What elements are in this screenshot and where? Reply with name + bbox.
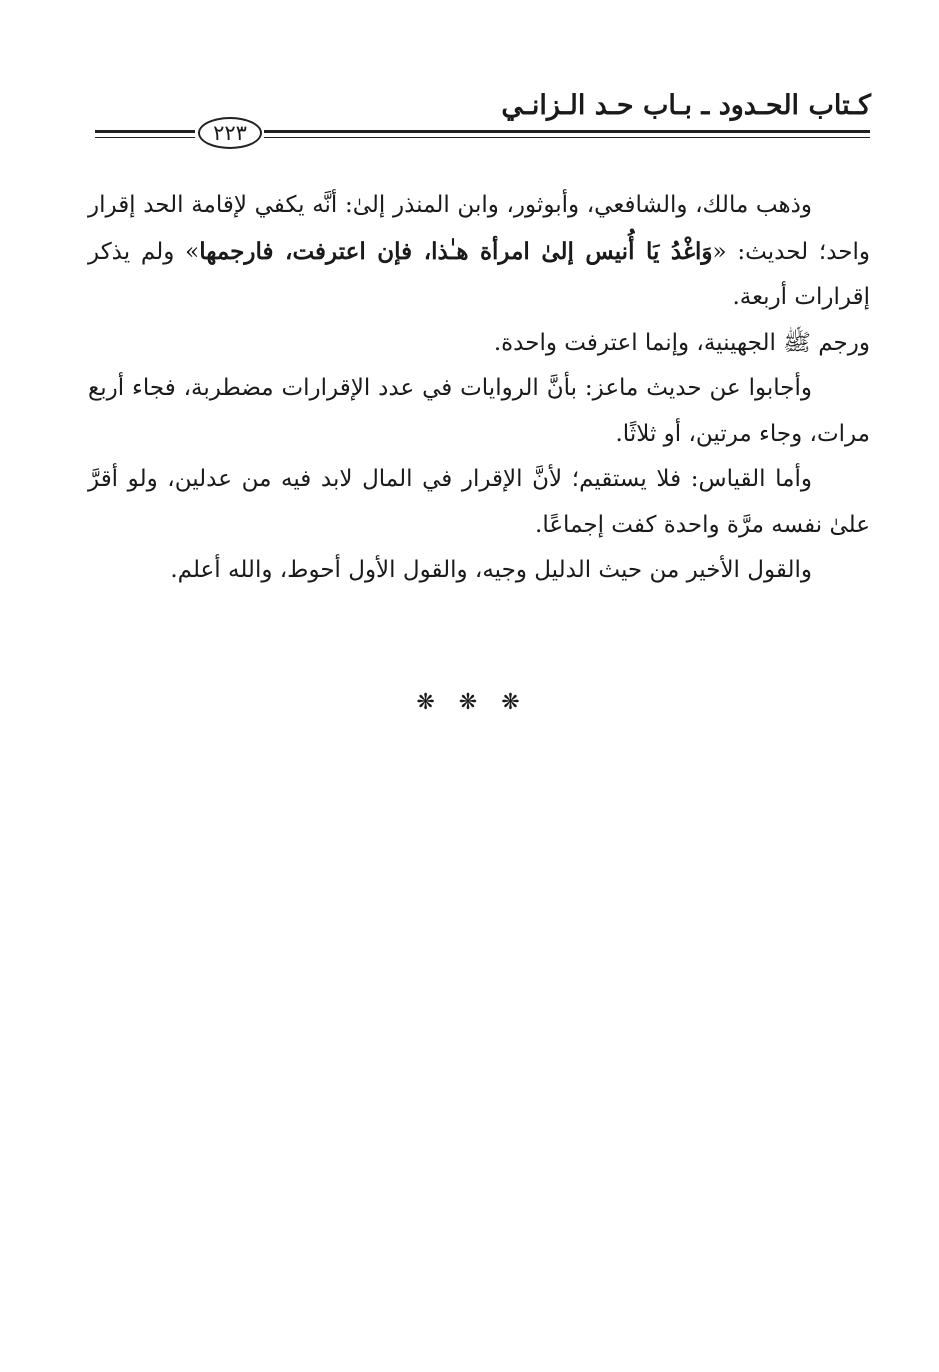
paragraph-5: والقول الأخير من حيث الدليل وجيه، والقول الأول أحوط، والله أعلم. (170, 557, 812, 583)
body-text (88, 183, 870, 594)
paragraph-1 (88, 183, 870, 321)
paragraph-4: وأما القياس: فلا يستقيم؛ لأنَّ الإقرار في المال لابد فيه من عدلين، ولو أقرَّ علىٰ نفسه مرَّة واحدة كفت إجماعًا. (88, 466, 870, 538)
header-rule-left-thin (95, 137, 195, 138)
section-end-ornament: ❋❋❋ (416, 690, 544, 715)
paragraph-1-tail: » ولم يذكر إقرارات أربعة. (88, 238, 870, 310)
page-number: ٢٢٣ (198, 117, 262, 149)
paragraph-3: وأجابوا عن حديث ماعز: بأنَّ الروايات في عدد الإقرارات مضطربة، فجاء أربع مرات، وجاء مرتين، أو ثلاثًا. (88, 375, 870, 447)
paragraph-2: ورجم ﷺ الجهينية، وإنما اعترفت واحدة. (493, 329, 870, 356)
header-rule-right-thin (264, 137, 870, 138)
paragraph-1-lead: وذهب مالك، والشافعي، وأبوثور، وابن المنذر إلىٰ: أنَّه يكفي لإقامة الحد إقرار واحد؛ لحديث: « (88, 192, 870, 265)
header-rule-left (95, 130, 195, 133)
header-rule-right (264, 130, 870, 133)
hadith-quote: وَاغْدُ يَا أُنيس إلىٰ امرأة هـٰذا، فإن اعترفت، فارجمها (199, 237, 713, 265)
running-title: كـتاب الحـدود ـ بـاب حـد الـزانـي (501, 90, 871, 121)
